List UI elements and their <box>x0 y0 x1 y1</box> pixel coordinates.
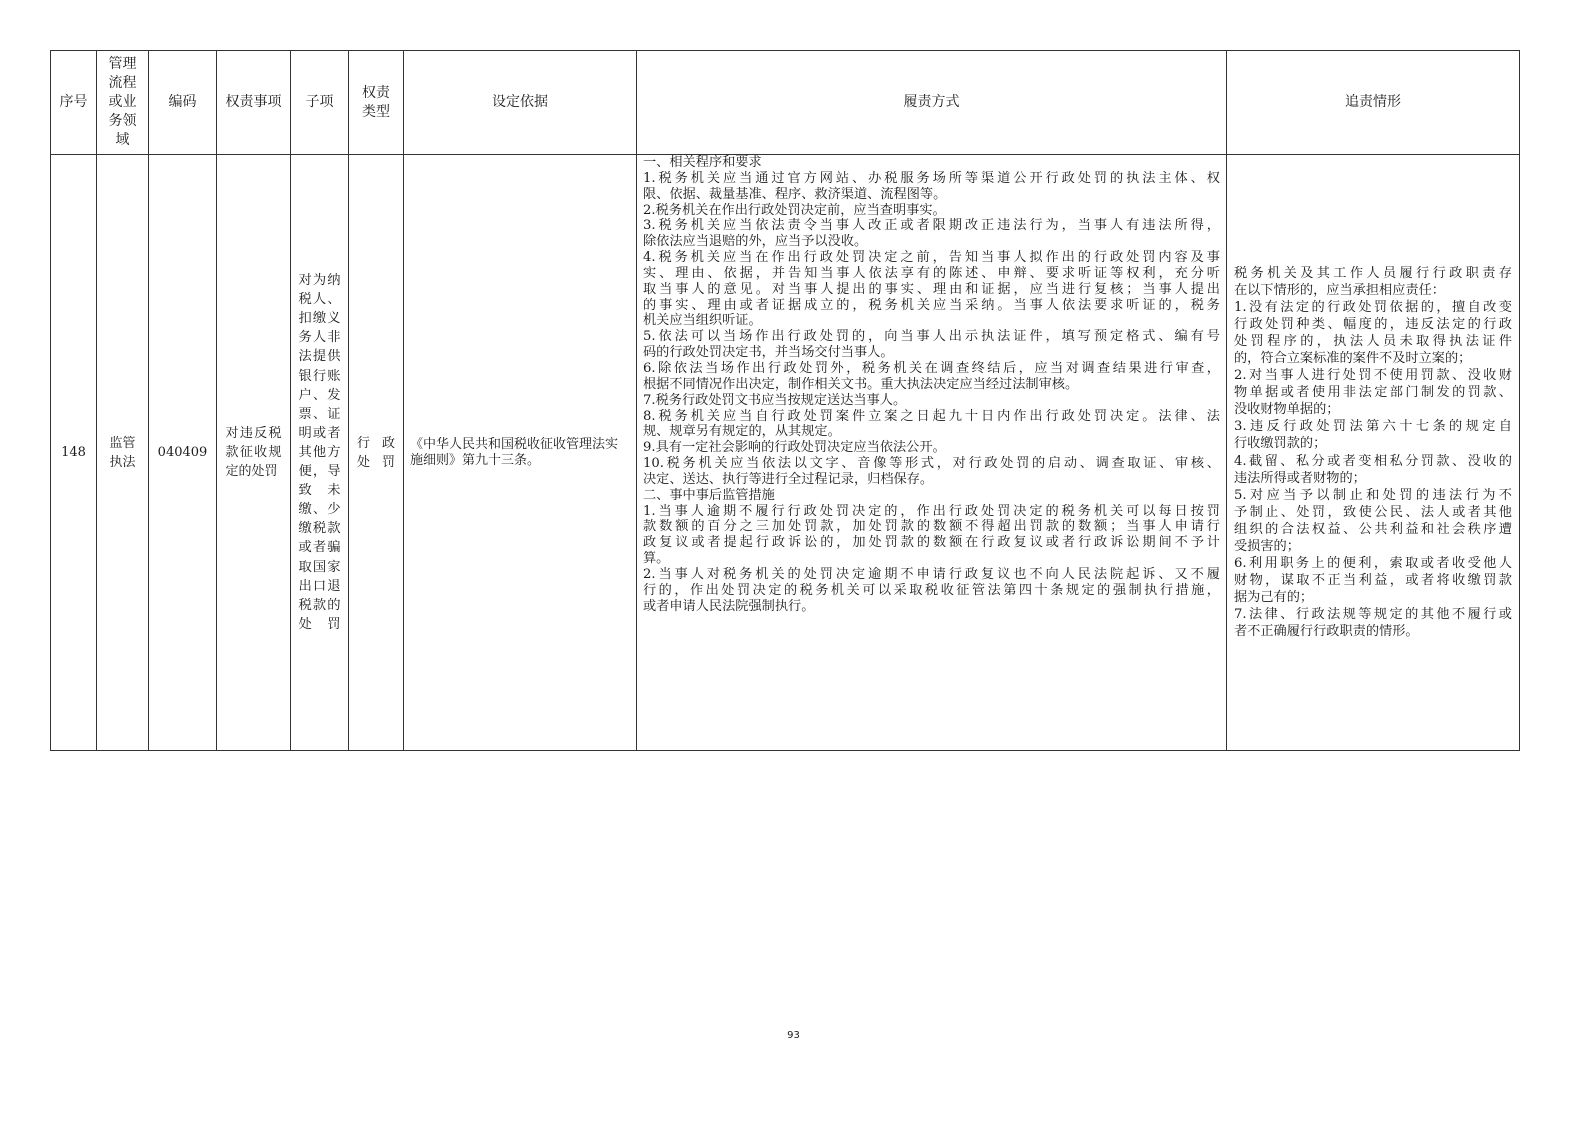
method-line: 8.税务机关应当自行政处罚案件立案之日起九十日内作出行政处罚决定。法律、法 <box>643 408 1220 424</box>
pursue-line: 3.违反行政处罚法第六十七条的规定自 <box>1234 419 1512 435</box>
header-basis: 设定依据 <box>404 51 637 155</box>
header-code: 编码 <box>149 51 217 155</box>
cell-basis: 《中华人民共和国税收征收管理法实施细则》第九十三条。 <box>404 155 637 751</box>
method-line: 2.税务机关在作出行政处罚决定前，应当查明事实。 <box>643 202 946 218</box>
pursue-line: 6.利用职务上的便利，索取或者收受他人 <box>1234 555 1512 571</box>
header-type <box>349 51 404 155</box>
header-type-text: 权责类型 <box>362 84 390 120</box>
method-line: 6.除依法当场作出行政处罚外，税务机关在调查终结后，应当对调查结果进行审查， <box>643 360 1220 376</box>
pursue-line: 5.对应当予以制止和处罚的违法行为不 <box>1234 487 1512 503</box>
method-line: 10.税务机关应当依法以文字、音像等形式，对行政处罚的启动、调查取证、审核、 <box>643 456 1220 472</box>
method-line: 3.税务机关应当依法责令当事人改正或者限期改正违法行为，当事人有违法所得， <box>643 218 1220 234</box>
pursue-line: 7.法律、行政法规等规定的其他不履行或 <box>1234 606 1512 622</box>
pursue-line: 违法所得或者财物的； <box>1234 470 1366 486</box>
method-line: 决定、送达、执行等进行全过程记录，归档保存。 <box>643 471 934 487</box>
cell-code: 040409 <box>149 155 217 751</box>
cell-pursue <box>1227 155 1520 751</box>
pursue-line: 的，符合立案标准的案件不及时立案的； <box>1234 351 1472 367</box>
cell-type <box>349 155 404 751</box>
pursue-line: 组织的合法权益、公共利益和社会秩序遭 <box>1234 521 1512 537</box>
cell-sub <box>291 155 349 751</box>
pursue-line: 予制止、处罚，致使公民、法人或者其他 <box>1234 504 1512 520</box>
method-line: 机关应当组织听证。 <box>643 313 762 329</box>
pursue-line: 在以下情形的，应当承担相应责任： <box>1234 283 1445 299</box>
method-line: 政复议或者提起行政诉讼的，加处罚款的数额在行政复议或者行政诉讼期间不予计 <box>643 535 1220 551</box>
cell-type-text: 行政处罚 <box>357 435 395 470</box>
pursue-line: 财物，谋取不正当利益，或者将收缴罚款 <box>1234 572 1512 588</box>
method-line: 的事实、理由或者证据成立的，税务机关应当采纳。当事人依法要求听证的，税务 <box>643 297 1220 313</box>
pursue-line: 者不正确履行行政职责的情形。 <box>1234 623 1419 639</box>
cell-seq: 148 <box>51 155 97 751</box>
table-header-row <box>51 51 1520 155</box>
cell-item-text: 对违反税款征收规定的处罚 <box>225 426 282 479</box>
pursue-line: 没收财物单据的； <box>1234 402 1340 418</box>
method-line: 规、规章另有规定的，从其规定。 <box>643 424 841 440</box>
method-line: 码的行政处罚决定书，并当场交付当事人。 <box>643 345 894 361</box>
pursue-line: 受损害的； <box>1234 538 1300 554</box>
method-line: 或者申请人民法院强制执行。 <box>643 598 815 614</box>
method-line: 限、依据、裁量基准、程序、救济渠道、流程图等。 <box>643 186 947 202</box>
header-pursue: 追责情形 <box>1227 51 1520 155</box>
method-line: 行的，作出处罚决定的税务机关可以采取税收征管法第四十条规定的强制执行措施， <box>643 582 1220 598</box>
pursue-line: 1.没有法定的行政处罚依据的，擅自改变 <box>1234 300 1512 316</box>
method-line: 根据不同情况作出决定，制作相关文书。重大执法决定应当经过法制审核。 <box>643 376 1079 392</box>
cell-sub-text: 对为纳税人、扣缴义务人非法提供银行账户、发票、证明或者其他方便，导致未缴、少缴税款或者骗取国家出口退税款的处罚 <box>298 273 341 632</box>
header-item <box>217 51 291 155</box>
pursue-line: 2.对当事人进行处罚不使用罚款、没收财 <box>1234 368 1512 384</box>
method-line: 除依法应当退赔的外，应当予以没收。 <box>643 234 868 250</box>
header-domain-text: 管理流程或业务领域 <box>108 56 137 148</box>
method-line: 算。 <box>643 551 670 567</box>
header-domain <box>97 51 149 155</box>
method-line: 5.依法可以当场作出行政处罚的，向当事人出示执法证件，填写预定格式、编有号 <box>643 329 1220 345</box>
method-line: 一、相关程序和要求 <box>643 155 762 170</box>
method-line: 1.当事人逾期不履行行政处罚决定的，作出行政处罚决定的税务机关可以每日按罚 <box>643 503 1220 519</box>
cell-domain <box>97 155 149 751</box>
method-line: 实、理由、依据，并告知当事人依法享有的陈述、申辩、要求听证等权利，充分听 <box>643 265 1220 281</box>
header-item-text: 权责事项 <box>225 94 282 110</box>
pursue-line: 处罚程序的，执法人员未取得执法证件 <box>1234 334 1512 350</box>
method-line: 取当事人的意见。对当事人提出的事实、理由和证据，应当进行复核；当事人提出 <box>643 281 1220 297</box>
method-line: 款数额的百分之三加处罚款，加处罚款的数额不得超出罚款的数额；当事人申请行 <box>643 519 1220 535</box>
header-method: 履责方式 <box>637 51 1227 155</box>
method-line: 2.当事人对税务机关的处罚决定逾期不申请行政复议也不向人民法院起诉、又不履 <box>643 566 1220 582</box>
pursue-line: 据为己有的； <box>1234 589 1314 605</box>
header-sub: 子项 <box>291 51 349 155</box>
page-number: 93 <box>787 1030 800 1041</box>
responsibility-table <box>50 50 1520 751</box>
method-line: 二、事中事后监管措施 <box>643 487 775 503</box>
cell-method <box>637 155 1227 751</box>
method-line: 4.税务机关应当在作出行政处罚决定之前，告知当事人拟作出的行政处罚内容及事 <box>643 250 1220 266</box>
pursue-line: 4.截留、私分或者变相私分罚款、没收的 <box>1234 453 1512 469</box>
pursue-line: 行收缴罚款的； <box>1234 436 1327 452</box>
table-row <box>51 155 1520 751</box>
method-line: 9.具有一定社会影响的行政处罚决定应当依法公开。 <box>643 440 946 456</box>
cell-item <box>217 155 291 751</box>
method-line: 1.税务机关应当通过官方网站、办税服务场所等渠道公开行政处罚的执法主体、权 <box>643 170 1220 186</box>
pursue-line: 物单据或者使用非法定部门制发的罚款、 <box>1234 385 1512 401</box>
method-line: 7.税务行政处罚文书应当按规定送达当事人。 <box>643 392 907 408</box>
pursue-line: 税务机关及其工作人员履行行政职责存 <box>1234 265 1512 281</box>
pursue-line: 行政处罚种类、幅度的，违反法定的行政 <box>1234 317 1512 333</box>
cell-domain-text: 监管执法 <box>109 435 136 470</box>
header-seq: 序号 <box>51 51 97 155</box>
